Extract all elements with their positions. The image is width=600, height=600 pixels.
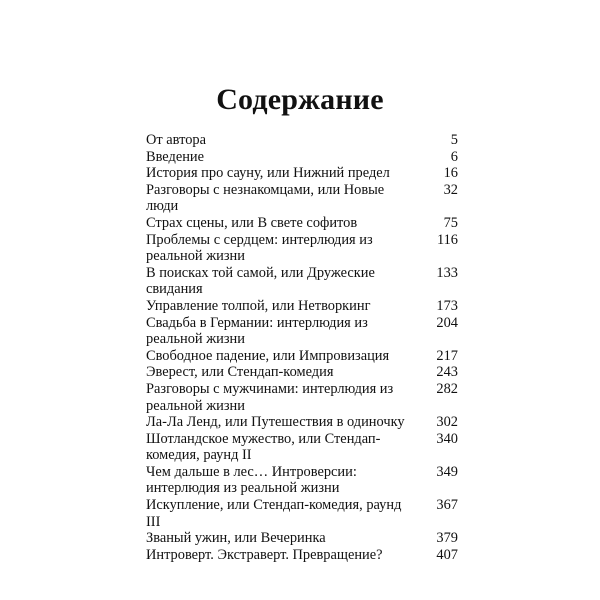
toc-entry-page: 349 <box>436 463 458 480</box>
toc-entry-title: Эверест, или Стендап-комедия <box>146 364 334 381</box>
toc-entry-page: 379 <box>436 530 458 547</box>
toc-entry-page: 217 <box>436 347 458 364</box>
toc-entry-title: Ла-Ла Ленд, или Путешествия в одиночку <box>146 414 405 431</box>
toc-entry <box>146 547 458 564</box>
toc-entry <box>146 414 458 431</box>
toc-entry-page: 133 <box>436 264 458 281</box>
toc-entry-title: Разговоры с незнакомцами, или Новые люди <box>146 181 385 215</box>
toc-entry-page: 302 <box>436 414 458 431</box>
toc-entry-title: Званый ужин, или Вечеринка <box>146 530 326 547</box>
toc-entry-title: Введение <box>146 148 205 165</box>
toc-entry-title: Чем дальше в лес… Интроверсии: интерлюдия из реальной жизни <box>146 463 357 497</box>
toc-entry <box>146 215 458 232</box>
toc-entry-page: 5 <box>450 132 458 148</box>
page-title: Содержание <box>216 83 384 116</box>
toc-entry-title: Свадьба в Германии: интерлюдия из реальной жизни <box>146 314 368 348</box>
toc-entry <box>146 232 458 265</box>
toc-entry <box>146 149 458 166</box>
toc-entry <box>146 298 458 315</box>
toc-entry-page: 340 <box>436 430 458 447</box>
toc-entry-page: 243 <box>436 364 458 381</box>
toc-entry-title: История про сауну, или Нижний предел <box>146 165 390 182</box>
toc-entry-page: 75 <box>443 214 458 231</box>
toc-entry-title: Управление толпой, или Нетворкинг <box>146 297 371 314</box>
toc-entry <box>146 381 458 414</box>
toc-entry <box>146 530 458 547</box>
toc-entry-page: 367 <box>436 497 458 514</box>
toc-entry-title: Разговоры с мужчинами: интерлюдия из реальной жизни <box>146 380 394 414</box>
toc-entry-page: 173 <box>436 297 458 314</box>
toc-entry-title: Проблемы с сердцем: интерлюдия из реальной жизни <box>146 231 373 265</box>
toc-entry-title: В поисках той самой, или Дружеские свидания <box>146 264 375 298</box>
toc-entry-page: 407 <box>436 546 458 563</box>
toc-entry-page: 6 <box>450 148 458 165</box>
toc-entry <box>146 348 458 365</box>
toc-entry-title: Интроверт. Экстраверт. Превращение? <box>146 546 383 563</box>
toc-entry <box>146 315 458 348</box>
toc-entry <box>146 182 458 215</box>
toc-entry <box>146 431 458 464</box>
toc-entry-page: 282 <box>436 380 458 397</box>
toc-entry <box>146 265 458 298</box>
toc-entry <box>146 497 458 530</box>
toc-entry <box>146 364 458 381</box>
toc-entry <box>146 132 458 149</box>
toc-entry-page: 204 <box>436 314 458 331</box>
toc-entry-title: Свободное падение, или Импровизация <box>146 347 390 364</box>
toc-entry <box>146 165 458 182</box>
toc-entry-page: 32 <box>443 181 458 198</box>
toc-entry-title: Шотландское мужество, или Стендап-комедия, раунд II <box>146 430 381 464</box>
toc-entry-title: Страх сцены, или В свете софитов <box>146 214 358 231</box>
toc-entry-page: 116 <box>436 231 458 248</box>
toc-entry-title: От автора <box>146 132 206 148</box>
table-of-contents <box>146 132 458 563</box>
toc-entry-title: Искупление, или Стендап-комедия, раунд III <box>146 497 402 530</box>
toc-entry-page: 16 <box>443 165 458 182</box>
toc-entry <box>146 464 458 497</box>
